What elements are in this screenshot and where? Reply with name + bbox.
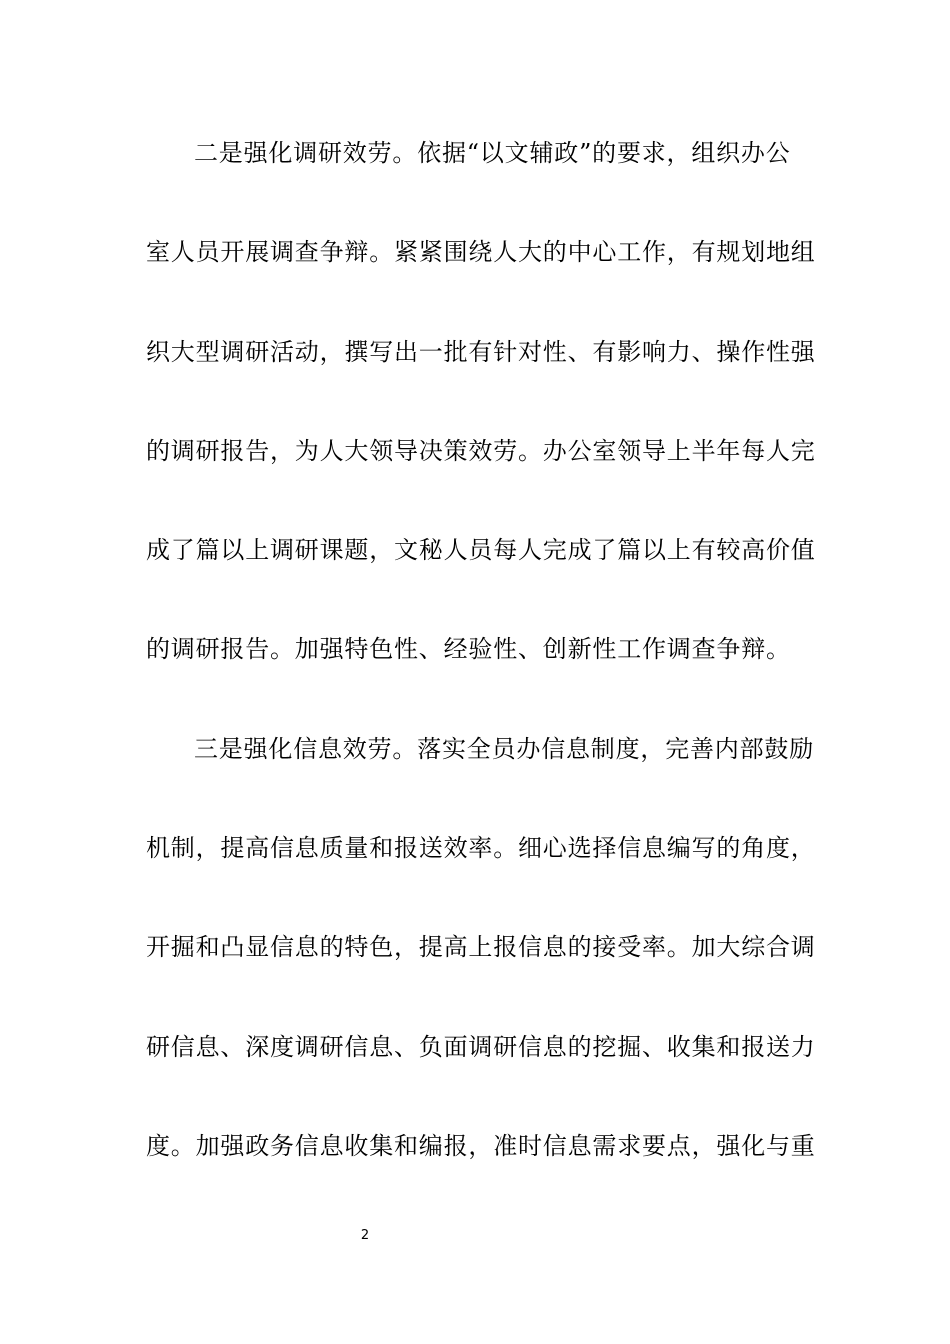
page-number: 2 [360, 1228, 370, 1243]
paragraph-line: 织大型调研活动，撰写出一批有针对性、有影响力、操作性强 [146, 338, 816, 366]
paragraph-line: 的调研报告。加强特色性、经验性、创新性工作调查争辩。 [146, 635, 791, 663]
paragraph-line: 成了篇以上调研课题，文秘人员每人完成了篇以上有较高价值 [146, 536, 816, 564]
paragraph-line: 二是强化调研效劳。依据“以文辅政”的要求，组织办公 [194, 139, 791, 167]
paragraph-line: 室人员开展调查争辩。紧紧围绕人大的中心工作，有规划地组 [146, 238, 816, 266]
paragraph-line: 三是强化信息效劳。落实全员办信息制度，完善内部鼓励 [194, 735, 814, 763]
paragraph-line: 度。加强政务信息收集和编报，准时信息需求要点，强化与重 [146, 1132, 816, 1160]
paragraph-line: 的调研报告，为人大领导决策效劳。办公室领导上半年每人完 [146, 437, 816, 465]
paragraph-line: 机制，提高信息质量和报送效率。细心选择信息编写的角度， [146, 834, 816, 862]
paragraph-line: 开掘和凸显信息的特色，提高上报信息的接受率。加大综合调 [146, 933, 816, 961]
paragraph-line: 研信息、深度调研信息、负面调研信息的挖掘、收集和报送力 [146, 1033, 816, 1061]
